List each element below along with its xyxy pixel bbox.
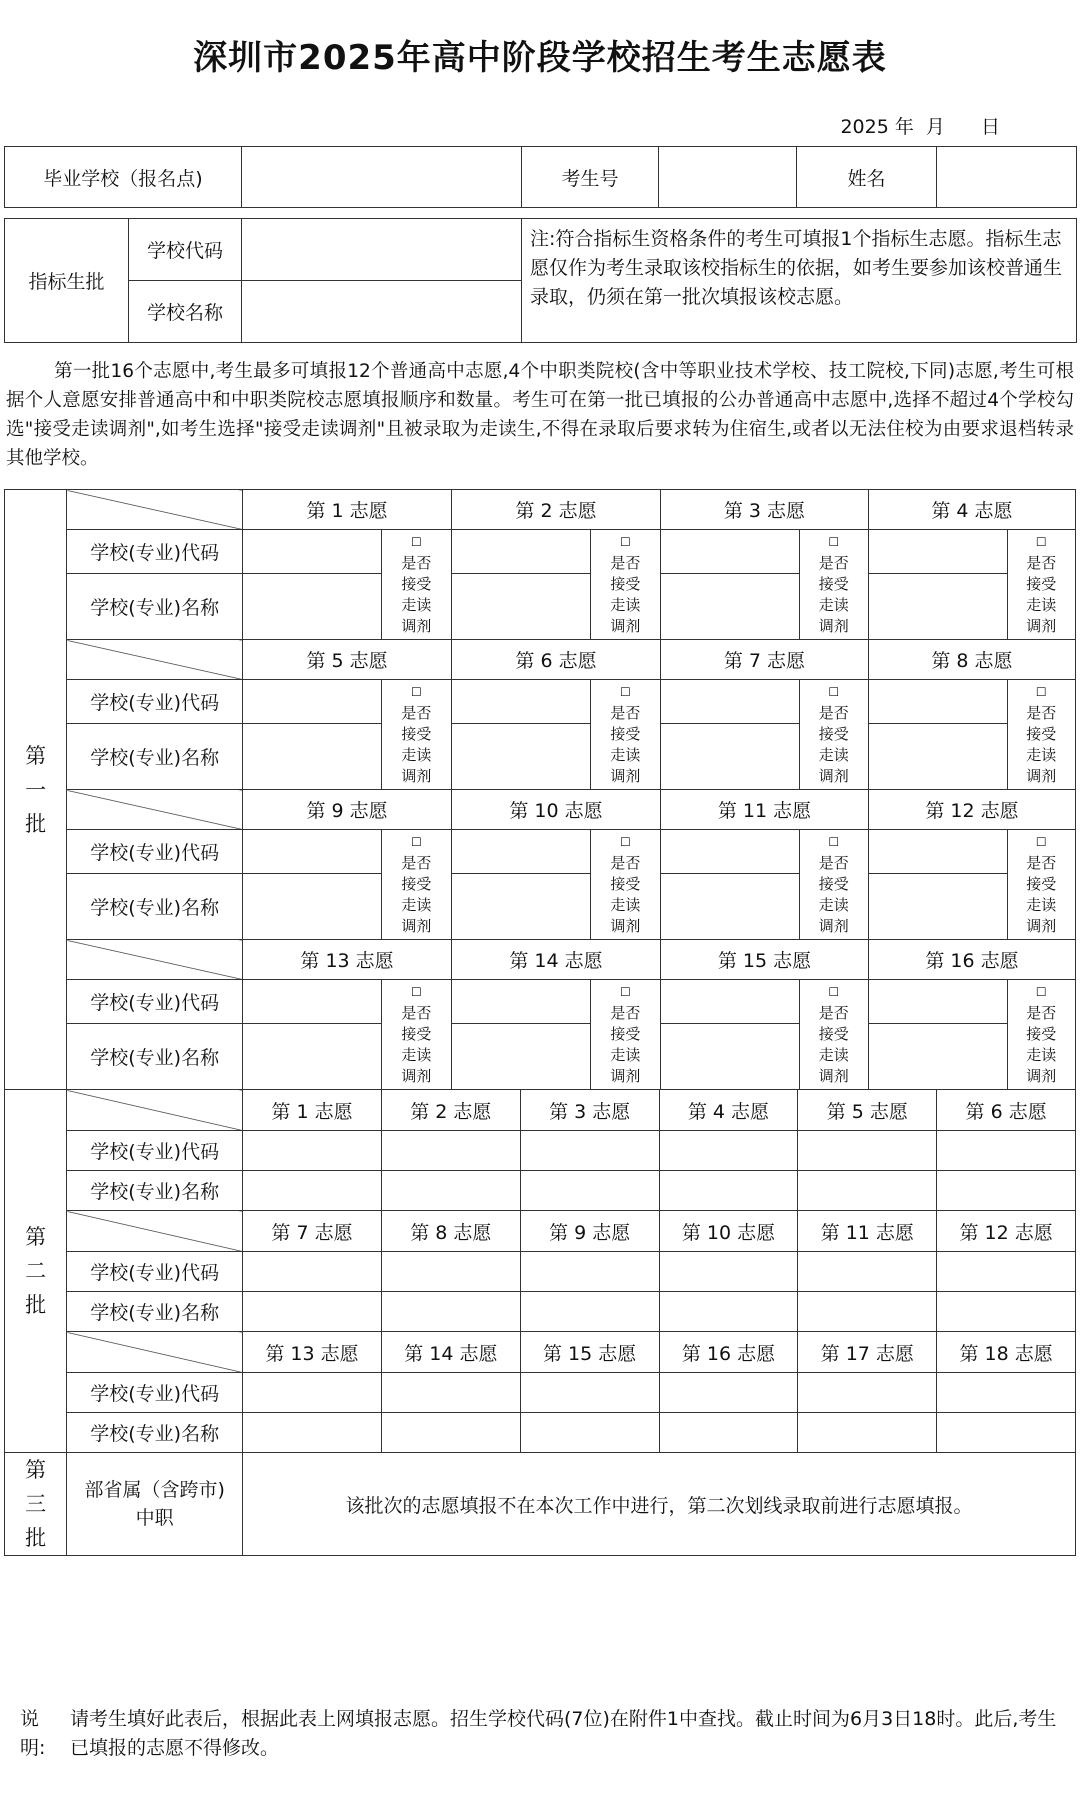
batch2-label-char: 批 (25, 1293, 47, 1317)
checkbox-icon[interactable]: ☐ (1035, 685, 1047, 699)
commute-adjust-checkbox[interactable] (381, 680, 451, 790)
school-name-field[interactable] (868, 1024, 1007, 1090)
school-field[interactable] (242, 147, 522, 208)
checkbox-label: 是否 (1026, 704, 1057, 722)
checkbox-label: 是否 (818, 1004, 849, 1022)
checkbox-label: 是否 (401, 1004, 432, 1022)
choice-header: 第 17 志愿 (798, 1332, 937, 1372)
batch2-row-cells (243, 1413, 1076, 1453)
school-code-field[interactable] (243, 830, 382, 874)
checkbox-icon[interactable]: ☐ (410, 835, 422, 849)
checkbox-label: 接受 (610, 1025, 641, 1043)
batch1-label-char: 批 (25, 811, 47, 836)
school-code-field[interactable] (243, 1252, 382, 1291)
checkbox-icon[interactable]: ☐ (828, 835, 840, 849)
school-label: 毕业学校（报名点) (5, 147, 242, 208)
info-table (4, 146, 1077, 208)
choice-header: 第 4 志愿 (660, 1090, 799, 1130)
checkbox-label: 调剂 (1026, 767, 1057, 785)
batch2-row-cells (243, 1332, 1076, 1373)
school-code-field[interactable] (382, 1373, 521, 1412)
school-name-field[interactable] (243, 1171, 382, 1210)
checkbox-label: 接受 (818, 725, 849, 743)
checkbox-label: 走读 (818, 896, 849, 914)
checkbox-label: 接受 (610, 725, 641, 743)
checkbox-label: 调剂 (610, 767, 641, 785)
checkbox-label: 是否 (818, 554, 849, 572)
code-row-label: 学校(专业)代码 (67, 980, 243, 1024)
school-code-field[interactable] (868, 980, 1007, 1024)
choice-header: 第 13 志愿 (243, 940, 452, 980)
name-row-label: 学校(专业)名称 (67, 874, 243, 940)
checkbox-icon[interactable]: ☐ (828, 985, 840, 999)
school-name-field[interactable] (243, 1413, 382, 1452)
checkbox-label: 是否 (1026, 1004, 1057, 1022)
footer-label: 说 明: (20, 1708, 46, 1759)
checkbox-label: 走读 (610, 746, 641, 764)
checkbox-label: 走读 (818, 596, 849, 614)
checkbox-label: 接受 (401, 875, 432, 893)
checkbox-label: 是否 (610, 704, 641, 722)
checkbox-label: 调剂 (610, 917, 641, 935)
choice-header: 第 9 志愿 (243, 790, 452, 830)
school-code-field[interactable] (660, 830, 799, 874)
header-diagonal (67, 1332, 243, 1373)
commute-adjust-checkbox[interactable] (799, 680, 868, 790)
school-code-field[interactable] (521, 1373, 660, 1412)
choice-header: 第 7 志愿 (243, 1211, 382, 1251)
checkbox-icon[interactable]: ☐ (619, 835, 631, 849)
school-code-field[interactable] (660, 1252, 799, 1291)
choice-header: 第 14 志愿 (382, 1332, 521, 1372)
header-diagonal (67, 640, 243, 680)
checkbox-label: 调剂 (401, 617, 432, 635)
checkbox-label: 是否 (1026, 854, 1057, 872)
school-name-field[interactable] (660, 724, 799, 790)
school-name-field[interactable] (243, 574, 382, 640)
school-name-field[interactable] (868, 574, 1007, 640)
commute-adjust-checkbox[interactable] (1007, 830, 1075, 940)
checkbox-label: 调剂 (818, 1067, 849, 1085)
commute-adjust-checkbox[interactable] (381, 530, 451, 640)
checkbox-label: 是否 (401, 704, 432, 722)
checkbox-label: 走读 (401, 896, 432, 914)
checkbox-icon[interactable]: ☐ (410, 685, 422, 699)
school-code-field[interactable] (243, 1373, 382, 1412)
checkbox-label: 走读 (818, 1046, 849, 1064)
header-diagonal (67, 1211, 243, 1252)
choice-header: 第 1 志愿 (243, 490, 452, 530)
school-code-field[interactable] (452, 530, 591, 574)
batch2-row-cells (243, 1090, 1076, 1131)
checkbox-label: 是否 (1026, 554, 1057, 572)
school-name-field[interactable] (243, 874, 382, 940)
batch2-row-cells (243, 1211, 1076, 1252)
checkbox-label: 调剂 (610, 617, 641, 635)
checkbox-icon[interactable]: ☐ (1035, 835, 1047, 849)
school-name-field[interactable] (521, 1171, 660, 1210)
commute-adjust-checkbox[interactable] (799, 530, 868, 640)
choice-header: 第 2 志愿 (382, 1090, 521, 1130)
commute-adjust-checkbox[interactable] (1007, 980, 1075, 1090)
school-name-field[interactable] (868, 874, 1007, 940)
school-code-field[interactable] (382, 1252, 521, 1291)
choice-header: 第 10 志愿 (660, 1211, 799, 1251)
school-code-field[interactable] (243, 530, 382, 574)
choice-header: 第 15 志愿 (521, 1332, 660, 1372)
choice-header: 第 8 志愿 (382, 1211, 521, 1251)
choice-header: 第 11 志愿 (660, 790, 868, 830)
school-name-field[interactable] (243, 1292, 382, 1331)
school-name-field[interactable] (660, 1292, 799, 1331)
code-row-label: 学校(专业)代码 (67, 830, 243, 874)
date-month: 月 (925, 116, 945, 138)
header-diagonal (67, 1090, 243, 1131)
checkbox-label: 是否 (610, 854, 641, 872)
choice-header: 第 18 志愿 (959, 1342, 1053, 1365)
choice-header: 第 6 志愿 (452, 640, 661, 680)
footer-text: 请考生填好此表后，根据此表上网填报志愿。招生学校代码(7位)在附件1中查找。截止时间为6月3日18时。此后,考生已填报的志愿不得修改。 (70, 1708, 1057, 1759)
checkbox-icon[interactable]: ☐ (619, 685, 631, 699)
checkbox-label: 是否 (610, 1004, 641, 1022)
checkbox-label: 是否 (610, 554, 641, 572)
choice-header: 第 5 志愿 (798, 1090, 937, 1130)
checkbox-label: 接受 (401, 575, 432, 593)
code-row-label: 学校(专业)代码 (67, 530, 243, 574)
commute-adjust-checkbox[interactable] (799, 830, 868, 940)
checkbox-icon[interactable]: ☐ (828, 685, 840, 699)
school-name-field[interactable] (521, 1413, 660, 1452)
checkbox-label: 接受 (1026, 1025, 1057, 1043)
checkbox-label: 接受 (401, 725, 432, 743)
code-row-label: 学校(专业)代码 (67, 1131, 243, 1171)
checkbox-label: 接受 (610, 875, 641, 893)
commute-adjust-checkbox[interactable] (1007, 680, 1075, 790)
checkbox-label: 走读 (401, 1046, 432, 1064)
school-name-field[interactable] (660, 574, 799, 640)
checkbox-label: 接受 (818, 575, 849, 593)
batch1-instructions: 第一批16个志愿中,考生最多可填报12个普通高中志愿,4个中职类院校(含中等职业技术学校、技工院校,下同)志愿,考生可根据个人意愿安排普通高中和中职类院校志愿填报顺序和数量。考生可在第一批已填报的公办普通高中志愿中,选择不超过4个学校勾选"接受走读调剂",如考生选择"接受走读调剂"且被录取为走读生,不得在录取后要求转为住宿生,或者以无法住校为由要求退档转录其他学校。 (6, 361, 1074, 469)
choice-header: 第 9 志愿 (521, 1211, 660, 1251)
date-line (834, 112, 1000, 139)
batch3-label (5, 1453, 67, 1556)
checkbox-label: 走读 (818, 746, 849, 764)
school-code-field[interactable] (521, 1131, 660, 1170)
batch1-label-char: 第 (25, 743, 47, 768)
school-name-field[interactable] (660, 1171, 799, 1210)
batch3-label-char: 批 (25, 1526, 47, 1550)
name-row-label: 学校(专业)名称 (67, 724, 243, 790)
school-code-field[interactable] (660, 1131, 799, 1170)
checkbox-label: 调剂 (1026, 1067, 1057, 1085)
batch3-label-char: 三 (25, 1492, 47, 1516)
date-day: 日 (980, 116, 1000, 138)
school-code-field[interactable] (243, 680, 382, 724)
checkbox-label: 是否 (401, 854, 432, 872)
checkbox-label: 接受 (1026, 575, 1057, 593)
checkbox-label: 走读 (1026, 1046, 1057, 1064)
choice-header: 第 12 志愿 (868, 790, 1075, 830)
checkbox-label: 接受 (1026, 725, 1057, 743)
checkbox-label: 走读 (610, 1046, 641, 1064)
school-code-field[interactable] (243, 980, 382, 1024)
school-name-field[interactable] (452, 874, 591, 940)
checkbox-label: 走读 (610, 596, 641, 614)
batch2-row-cells (243, 1373, 1076, 1413)
page-title: 深圳市2025年高中阶段学校招生考生志愿表 (193, 38, 887, 78)
commute-adjust-checkbox[interactable] (590, 680, 660, 790)
choice-header: 第 12 志愿 (959, 1221, 1053, 1244)
school-code-field[interactable] (660, 1373, 799, 1412)
quota-code-label: 学校代码 (129, 219, 242, 281)
school-name-field[interactable] (243, 724, 382, 790)
code-row-label: 学校(专业)代码 (67, 1252, 243, 1292)
batch2-label-char: 第 (25, 1225, 47, 1249)
checkbox-icon[interactable]: ☐ (1035, 535, 1047, 549)
school-code-field[interactable] (452, 980, 591, 1024)
checkbox-label: 是否 (401, 554, 432, 572)
school-code-field[interactable] (660, 980, 799, 1024)
checkbox-label: 走读 (401, 596, 432, 614)
checkbox-icon[interactable]: ☐ (619, 535, 631, 549)
checkbox-label: 走读 (610, 896, 641, 914)
choice-header: 第 14 志愿 (452, 940, 661, 980)
choice-header: 第 15 志愿 (660, 940, 868, 980)
code-row-label: 学校(专业)代码 (67, 680, 243, 724)
choice-header: 第 3 志愿 (521, 1090, 660, 1130)
commute-adjust-checkbox[interactable] (381, 980, 451, 1090)
checkbox-icon[interactable]: ☐ (828, 535, 840, 549)
batch1-label-char: 一 (25, 777, 47, 802)
checkbox-label: 调剂 (818, 917, 849, 935)
checkbox-label: 接受 (401, 1025, 432, 1043)
quota-label: 指标生批 (5, 219, 129, 343)
checkbox-label: 是否 (818, 704, 849, 722)
batch2-label (5, 1090, 67, 1453)
checkbox-label: 调剂 (401, 1067, 432, 1085)
batch3-type: 部省属（含跨市)中职 (67, 1453, 243, 1556)
name-row-label: 学校(专业)名称 (67, 1413, 243, 1453)
checkbox-label: 接受 (818, 875, 849, 893)
checkbox-icon[interactable]: ☐ (410, 535, 422, 549)
school-name-field[interactable] (868, 724, 1007, 790)
checkbox-label: 调剂 (1026, 917, 1057, 935)
checkbox-label: 走读 (401, 746, 432, 764)
choice-header: 第 3 志愿 (660, 490, 868, 530)
quota-note: 注:符合指标生资格条件的考生可填报1个指标生志愿。指标生志愿仅作为考生录取该校指标生的依据，如考生要参加该校普通生录取，仍须在第一批次填报该校志愿。 (522, 219, 1077, 343)
date-year: 2025 年 (840, 116, 914, 138)
checkbox-label: 走读 (1026, 746, 1057, 764)
batch3-label-char: 第 (25, 1458, 47, 1482)
name-label: 姓名 (797, 147, 937, 208)
checkbox-label: 接受 (610, 575, 641, 593)
school-name-field[interactable] (382, 1292, 521, 1331)
name-row-label: 学校(专业)名称 (67, 1024, 243, 1090)
checkbox-label: 调剂 (818, 617, 849, 635)
school-code-field[interactable] (243, 1131, 382, 1170)
choice-header: 第 13 志愿 (243, 1332, 382, 1372)
batch2-row-cells (243, 1252, 1076, 1292)
commute-adjust-checkbox[interactable] (590, 830, 660, 940)
exam-no-field[interactable] (659, 147, 797, 208)
name-field[interactable] (937, 147, 1077, 208)
choice-header: 第 7 志愿 (660, 640, 868, 680)
checkbox-icon[interactable]: ☐ (619, 985, 631, 999)
batch2-row-cells (243, 1131, 1076, 1171)
checkbox-icon[interactable]: ☐ (1035, 985, 1047, 999)
school-name-field[interactable] (798, 1171, 937, 1210)
checkbox-label: 接受 (1026, 875, 1057, 893)
name-row-label: 学校(专业)名称 (67, 1171, 243, 1211)
batch1-label (5, 490, 67, 1090)
school-name-field[interactable] (798, 1292, 937, 1331)
school-code-field[interactable] (521, 1252, 660, 1291)
choice-header: 第 10 志愿 (452, 790, 661, 830)
checkbox-label: 调剂 (1026, 617, 1057, 635)
quota-name-field[interactable] (242, 281, 522, 343)
choice-header: 第 8 志愿 (868, 640, 1075, 680)
school-name-field[interactable] (937, 1413, 1075, 1452)
school-name-field[interactable] (660, 1024, 799, 1090)
school-code-field[interactable] (937, 1252, 1075, 1291)
commute-adjust-checkbox[interactable] (590, 530, 660, 640)
school-name-field[interactable] (382, 1413, 521, 1452)
school-code-field[interactable] (868, 530, 1007, 574)
school-code-field[interactable] (452, 830, 591, 874)
school-code-field[interactable] (798, 1131, 937, 1170)
header-diagonal (67, 790, 243, 830)
school-name-field[interactable] (452, 574, 591, 640)
checkbox-label: 调剂 (610, 1067, 641, 1085)
choice-header: 第 5 志愿 (243, 640, 452, 680)
school-code-field[interactable] (660, 530, 799, 574)
batch2-row-cells (243, 1292, 1076, 1332)
school-name-field[interactable] (243, 1024, 382, 1090)
school-code-field[interactable] (382, 1131, 521, 1170)
school-name-field[interactable] (660, 874, 799, 940)
choice-header: 第 6 志愿 (965, 1100, 1047, 1123)
school-code-field[interactable] (798, 1252, 937, 1291)
commute-adjust-checkbox[interactable] (1007, 530, 1075, 640)
checkbox-label: 走读 (1026, 896, 1057, 914)
choice-header: 第 1 志愿 (243, 1090, 382, 1130)
checkbox-label: 接受 (818, 1025, 849, 1043)
code-row-label: 学校(专业)代码 (67, 1373, 243, 1413)
name-row-label: 学校(专业)名称 (67, 1292, 243, 1332)
commute-adjust-checkbox[interactable] (799, 980, 868, 1090)
quota-table (4, 218, 1077, 343)
school-name-field[interactable] (937, 1171, 1075, 1210)
school-name-field[interactable] (798, 1413, 937, 1452)
school-code-field[interactable] (868, 830, 1007, 874)
school-code-field[interactable] (660, 680, 799, 724)
quota-name-label: 学校名称 (129, 281, 242, 343)
school-name-field[interactable] (937, 1292, 1075, 1331)
school-name-field[interactable] (660, 1413, 799, 1452)
checkbox-label: 调剂 (401, 917, 432, 935)
checkbox-label: 调剂 (401, 767, 432, 785)
commute-adjust-checkbox[interactable] (381, 830, 451, 940)
commute-adjust-checkbox[interactable] (590, 980, 660, 1090)
name-row-label: 学校(专业)名称 (67, 574, 243, 640)
school-name-field[interactable] (521, 1292, 660, 1331)
checkbox-label: 调剂 (818, 767, 849, 785)
school-name-field[interactable] (452, 1024, 591, 1090)
school-code-field[interactable] (937, 1373, 1075, 1412)
header-diagonal (67, 940, 243, 980)
checkbox-label: 走读 (1026, 596, 1057, 614)
batch2-label-char: 二 (25, 1259, 47, 1283)
choice-header: 第 16 志愿 (660, 1332, 799, 1372)
batch2-row-cells (243, 1171, 1076, 1211)
checkbox-label: 是否 (818, 854, 849, 872)
header-diagonal (67, 490, 243, 530)
school-code-field[interactable] (798, 1373, 937, 1412)
choice-header: 第 16 志愿 (868, 940, 1075, 980)
quota-code-field[interactable] (242, 219, 522, 281)
choice-header: 第 11 志愿 (798, 1211, 937, 1251)
batch3-note: 该批次的志愿填报不在本次工作中进行，第二次划线录取前进行志愿填报。 (243, 1453, 1076, 1556)
main-table (4, 489, 1076, 1556)
school-name-field[interactable] (382, 1171, 521, 1210)
school-name-field[interactable] (452, 724, 591, 790)
choice-header: 第 2 志愿 (452, 490, 661, 530)
school-code-field[interactable] (868, 680, 1007, 724)
checkbox-icon[interactable]: ☐ (410, 985, 422, 999)
choice-header: 第 4 志愿 (868, 490, 1075, 530)
exam-no-label: 考生号 (522, 147, 659, 208)
school-code-field[interactable] (937, 1131, 1075, 1170)
school-code-field[interactable] (452, 680, 591, 724)
